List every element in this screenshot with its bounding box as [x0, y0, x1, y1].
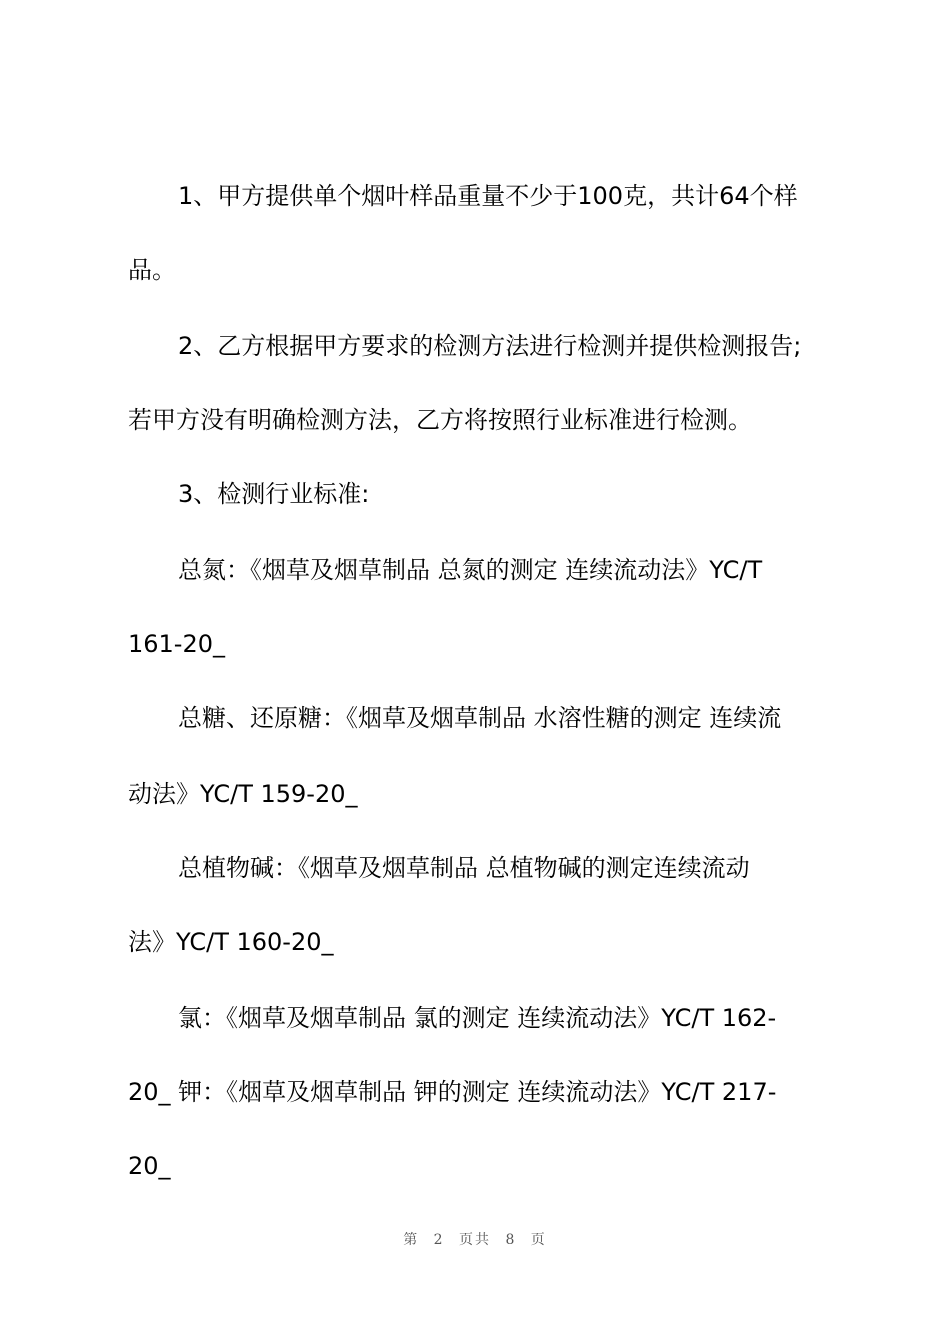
paragraph-line-1: 1、甲方提供单个烟叶样品重量不少于100克，共计64个样	[178, 182, 798, 210]
paragraph-line-2: 品。	[128, 256, 176, 284]
page-number-footer: 第 2 页共 8 页	[403, 1232, 547, 1248]
paragraph-line-14: 20_	[128, 1152, 171, 1180]
paragraph-line-8: 总糖、还原糖：《烟草及烟草制品 水溶性糖的测定 连续流	[178, 704, 782, 732]
paragraph-line-11: 法》YC/T 160-20_	[128, 928, 334, 956]
paragraph-line-13: 20_ 钾：《烟草及烟草制品 钾的测定 连续流动法》YC/T 217-	[128, 1078, 777, 1106]
paragraph-line-10: 总植物碱：《烟草及烟草制品 总植物碱的测定连续流动	[178, 854, 750, 882]
paragraph-line-4: 若甲方没有明确检测方法，乙方将按照行业标准进行检测。	[128, 406, 752, 434]
paragraph-line-9: 动法》YC/T 159-20_	[128, 780, 358, 808]
paragraph-line-5: 3、检测行业标准:	[178, 480, 370, 508]
paragraph-line-3: 2、乙方根据甲方要求的检测方法进行检测并提供检测报告;	[178, 332, 802, 360]
paragraph-line-6: 总氮：《烟草及烟草制品 总氮的测定 连续流动法》YC/T	[178, 556, 763, 584]
paragraph-line-12: 氯：《烟草及烟草制品 氯的测定 连续流动法》YC/T 162-	[178, 1004, 777, 1032]
paragraph-line-7: 161-20_	[128, 630, 226, 658]
